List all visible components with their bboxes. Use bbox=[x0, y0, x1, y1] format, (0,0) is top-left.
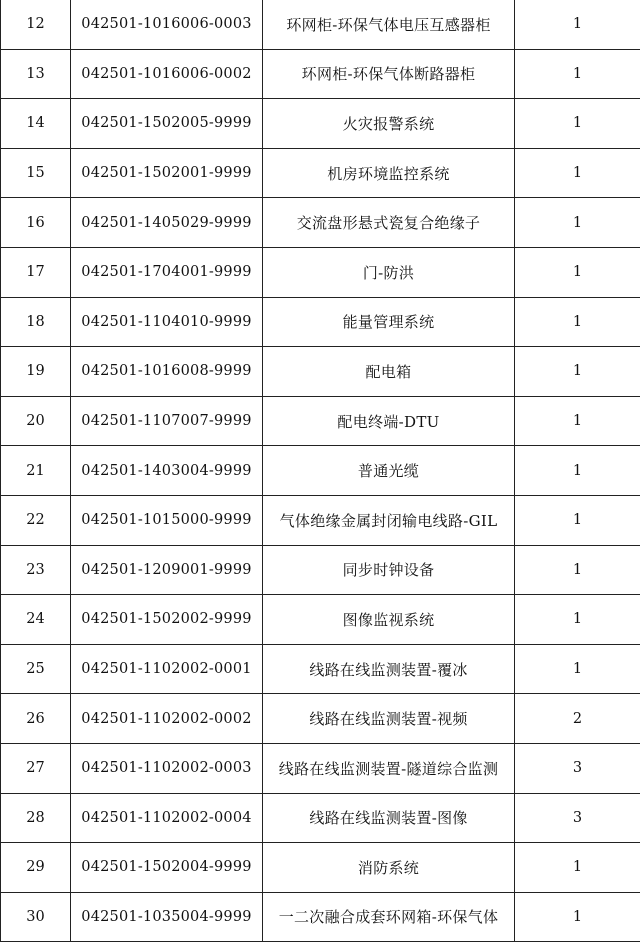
equipment-code-cell: 042501-1405029-9999 bbox=[71, 198, 263, 248]
row-number-cell: 20 bbox=[1, 396, 71, 446]
row-number-cell: 26 bbox=[1, 694, 71, 744]
equipment-name-cell: 火灾报警系统 bbox=[263, 99, 515, 149]
equipment-name-cell: 能量管理系统 bbox=[263, 297, 515, 347]
quantity-cell: 1 bbox=[515, 148, 640, 198]
equipment-code-cell: 042501-1016006-0003 bbox=[71, 0, 263, 49]
equipment-name-cell: 同步时钟设备 bbox=[263, 545, 515, 595]
equipment-code-cell: 042501-1015000-9999 bbox=[71, 495, 263, 545]
equipment-name-cell: 环网柜-环保气体断路器柜 bbox=[263, 49, 515, 99]
row-number-cell: 21 bbox=[1, 446, 71, 496]
quantity-cell: 1 bbox=[515, 545, 640, 595]
row-number-cell: 25 bbox=[1, 644, 71, 694]
table-row bbox=[1, 148, 640, 198]
table-row bbox=[1, 495, 640, 545]
quantity-cell: 1 bbox=[515, 446, 640, 496]
equipment-table-body bbox=[1, 0, 640, 942]
quantity-cell: 1 bbox=[515, 644, 640, 694]
table-row bbox=[1, 0, 640, 49]
equipment-code-cell: 042501-1107007-9999 bbox=[71, 396, 263, 446]
row-number-cell: 22 bbox=[1, 495, 71, 545]
row-number-cell: 19 bbox=[1, 347, 71, 397]
quantity-cell: 1 bbox=[515, 99, 640, 149]
equipment-name-cell: 线路在线监测装置-图像 bbox=[263, 793, 515, 843]
equipment-name-cell: 线路在线监测装置-视频 bbox=[263, 694, 515, 744]
equipment-code-cell: 042501-1102002-0004 bbox=[71, 793, 263, 843]
equipment-name-cell: 图像监视系统 bbox=[263, 595, 515, 645]
table-row bbox=[1, 347, 640, 397]
quantity-cell: 1 bbox=[515, 347, 640, 397]
quantity-cell: 3 bbox=[515, 793, 640, 843]
equipment-code-cell: 042501-1102002-0002 bbox=[71, 694, 263, 744]
equipment-code-cell: 042501-1502004-9999 bbox=[71, 843, 263, 893]
quantity-cell: 2 bbox=[515, 694, 640, 744]
row-number-cell: 29 bbox=[1, 843, 71, 893]
quantity-cell: 1 bbox=[515, 595, 640, 645]
row-number-cell: 15 bbox=[1, 148, 71, 198]
table-row bbox=[1, 396, 640, 446]
quantity-cell: 1 bbox=[515, 49, 640, 99]
quantity-cell: 1 bbox=[515, 0, 640, 49]
table-row bbox=[1, 247, 640, 297]
row-number-cell: 27 bbox=[1, 743, 71, 793]
equipment-code-cell: 042501-1104010-9999 bbox=[71, 297, 263, 347]
quantity-cell: 1 bbox=[515, 396, 640, 446]
row-number-cell: 16 bbox=[1, 198, 71, 248]
table-row bbox=[1, 99, 640, 149]
row-number-cell: 23 bbox=[1, 545, 71, 595]
equipment-code-cell: 042501-1035004-9999 bbox=[71, 892, 263, 942]
equipment-name-cell: 普通光缆 bbox=[263, 446, 515, 496]
table-row bbox=[1, 843, 640, 893]
row-number-cell: 30 bbox=[1, 892, 71, 942]
row-number-cell: 13 bbox=[1, 49, 71, 99]
equipment-name-cell: 门-防洪 bbox=[263, 247, 515, 297]
equipment-code-cell: 042501-1016008-9999 bbox=[71, 347, 263, 397]
row-number-cell: 24 bbox=[1, 595, 71, 645]
table-row bbox=[1, 892, 640, 942]
equipment-name-cell: 机房环境监控系统 bbox=[263, 148, 515, 198]
equipment-name-cell: 配电终端-DTU bbox=[263, 396, 515, 446]
row-number-cell: 28 bbox=[1, 793, 71, 843]
equipment-name-cell: 消防系统 bbox=[263, 843, 515, 893]
equipment-code-cell: 042501-1502002-9999 bbox=[71, 595, 263, 645]
quantity-cell: 1 bbox=[515, 843, 640, 893]
row-number-cell: 12 bbox=[1, 0, 71, 49]
equipment-name-cell: 气体绝缘金属封闭输电线路-GIL bbox=[263, 495, 515, 545]
equipment-code-cell: 042501-1209001-9999 bbox=[71, 545, 263, 595]
equipment-name-cell: 配电箱 bbox=[263, 347, 515, 397]
quantity-cell: 1 bbox=[515, 495, 640, 545]
equipment-code-cell: 042501-1102002-0001 bbox=[71, 644, 263, 694]
quantity-cell: 1 bbox=[515, 198, 640, 248]
equipment-code-cell: 042501-1502001-9999 bbox=[71, 148, 263, 198]
equipment-name-cell: 环网柜-环保气体电压互感器柜 bbox=[263, 0, 515, 49]
table-row bbox=[1, 545, 640, 595]
table-row bbox=[1, 49, 640, 99]
equipment-name-cell: 线路在线监测装置-隧道综合监测 bbox=[263, 743, 515, 793]
table-row bbox=[1, 446, 640, 496]
table-row bbox=[1, 198, 640, 248]
table-row bbox=[1, 297, 640, 347]
equipment-name-cell: 一二次融合成套环网箱-环保气体 bbox=[263, 892, 515, 942]
quantity-cell: 3 bbox=[515, 743, 640, 793]
row-number-cell: 14 bbox=[1, 99, 71, 149]
row-number-cell: 18 bbox=[1, 297, 71, 347]
equipment-code-cell: 042501-1102002-0003 bbox=[71, 743, 263, 793]
equipment-name-cell: 交流盘形悬式瓷复合绝缘子 bbox=[263, 198, 515, 248]
table-row bbox=[1, 694, 640, 744]
equipment-name-cell: 线路在线监测装置-覆冰 bbox=[263, 644, 515, 694]
table-row bbox=[1, 793, 640, 843]
quantity-cell: 1 bbox=[515, 892, 640, 942]
equipment-code-cell: 042501-1502005-9999 bbox=[71, 99, 263, 149]
equipment-code-cell: 042501-1403004-9999 bbox=[71, 446, 263, 496]
table-row bbox=[1, 644, 640, 694]
table-row bbox=[1, 595, 640, 645]
equipment-code-cell: 042501-1704001-9999 bbox=[71, 247, 263, 297]
equipment-code-cell: 042501-1016006-0002 bbox=[71, 49, 263, 99]
quantity-cell: 1 bbox=[515, 297, 640, 347]
table-row bbox=[1, 743, 640, 793]
row-number-cell: 17 bbox=[1, 247, 71, 297]
quantity-cell: 1 bbox=[515, 247, 640, 297]
